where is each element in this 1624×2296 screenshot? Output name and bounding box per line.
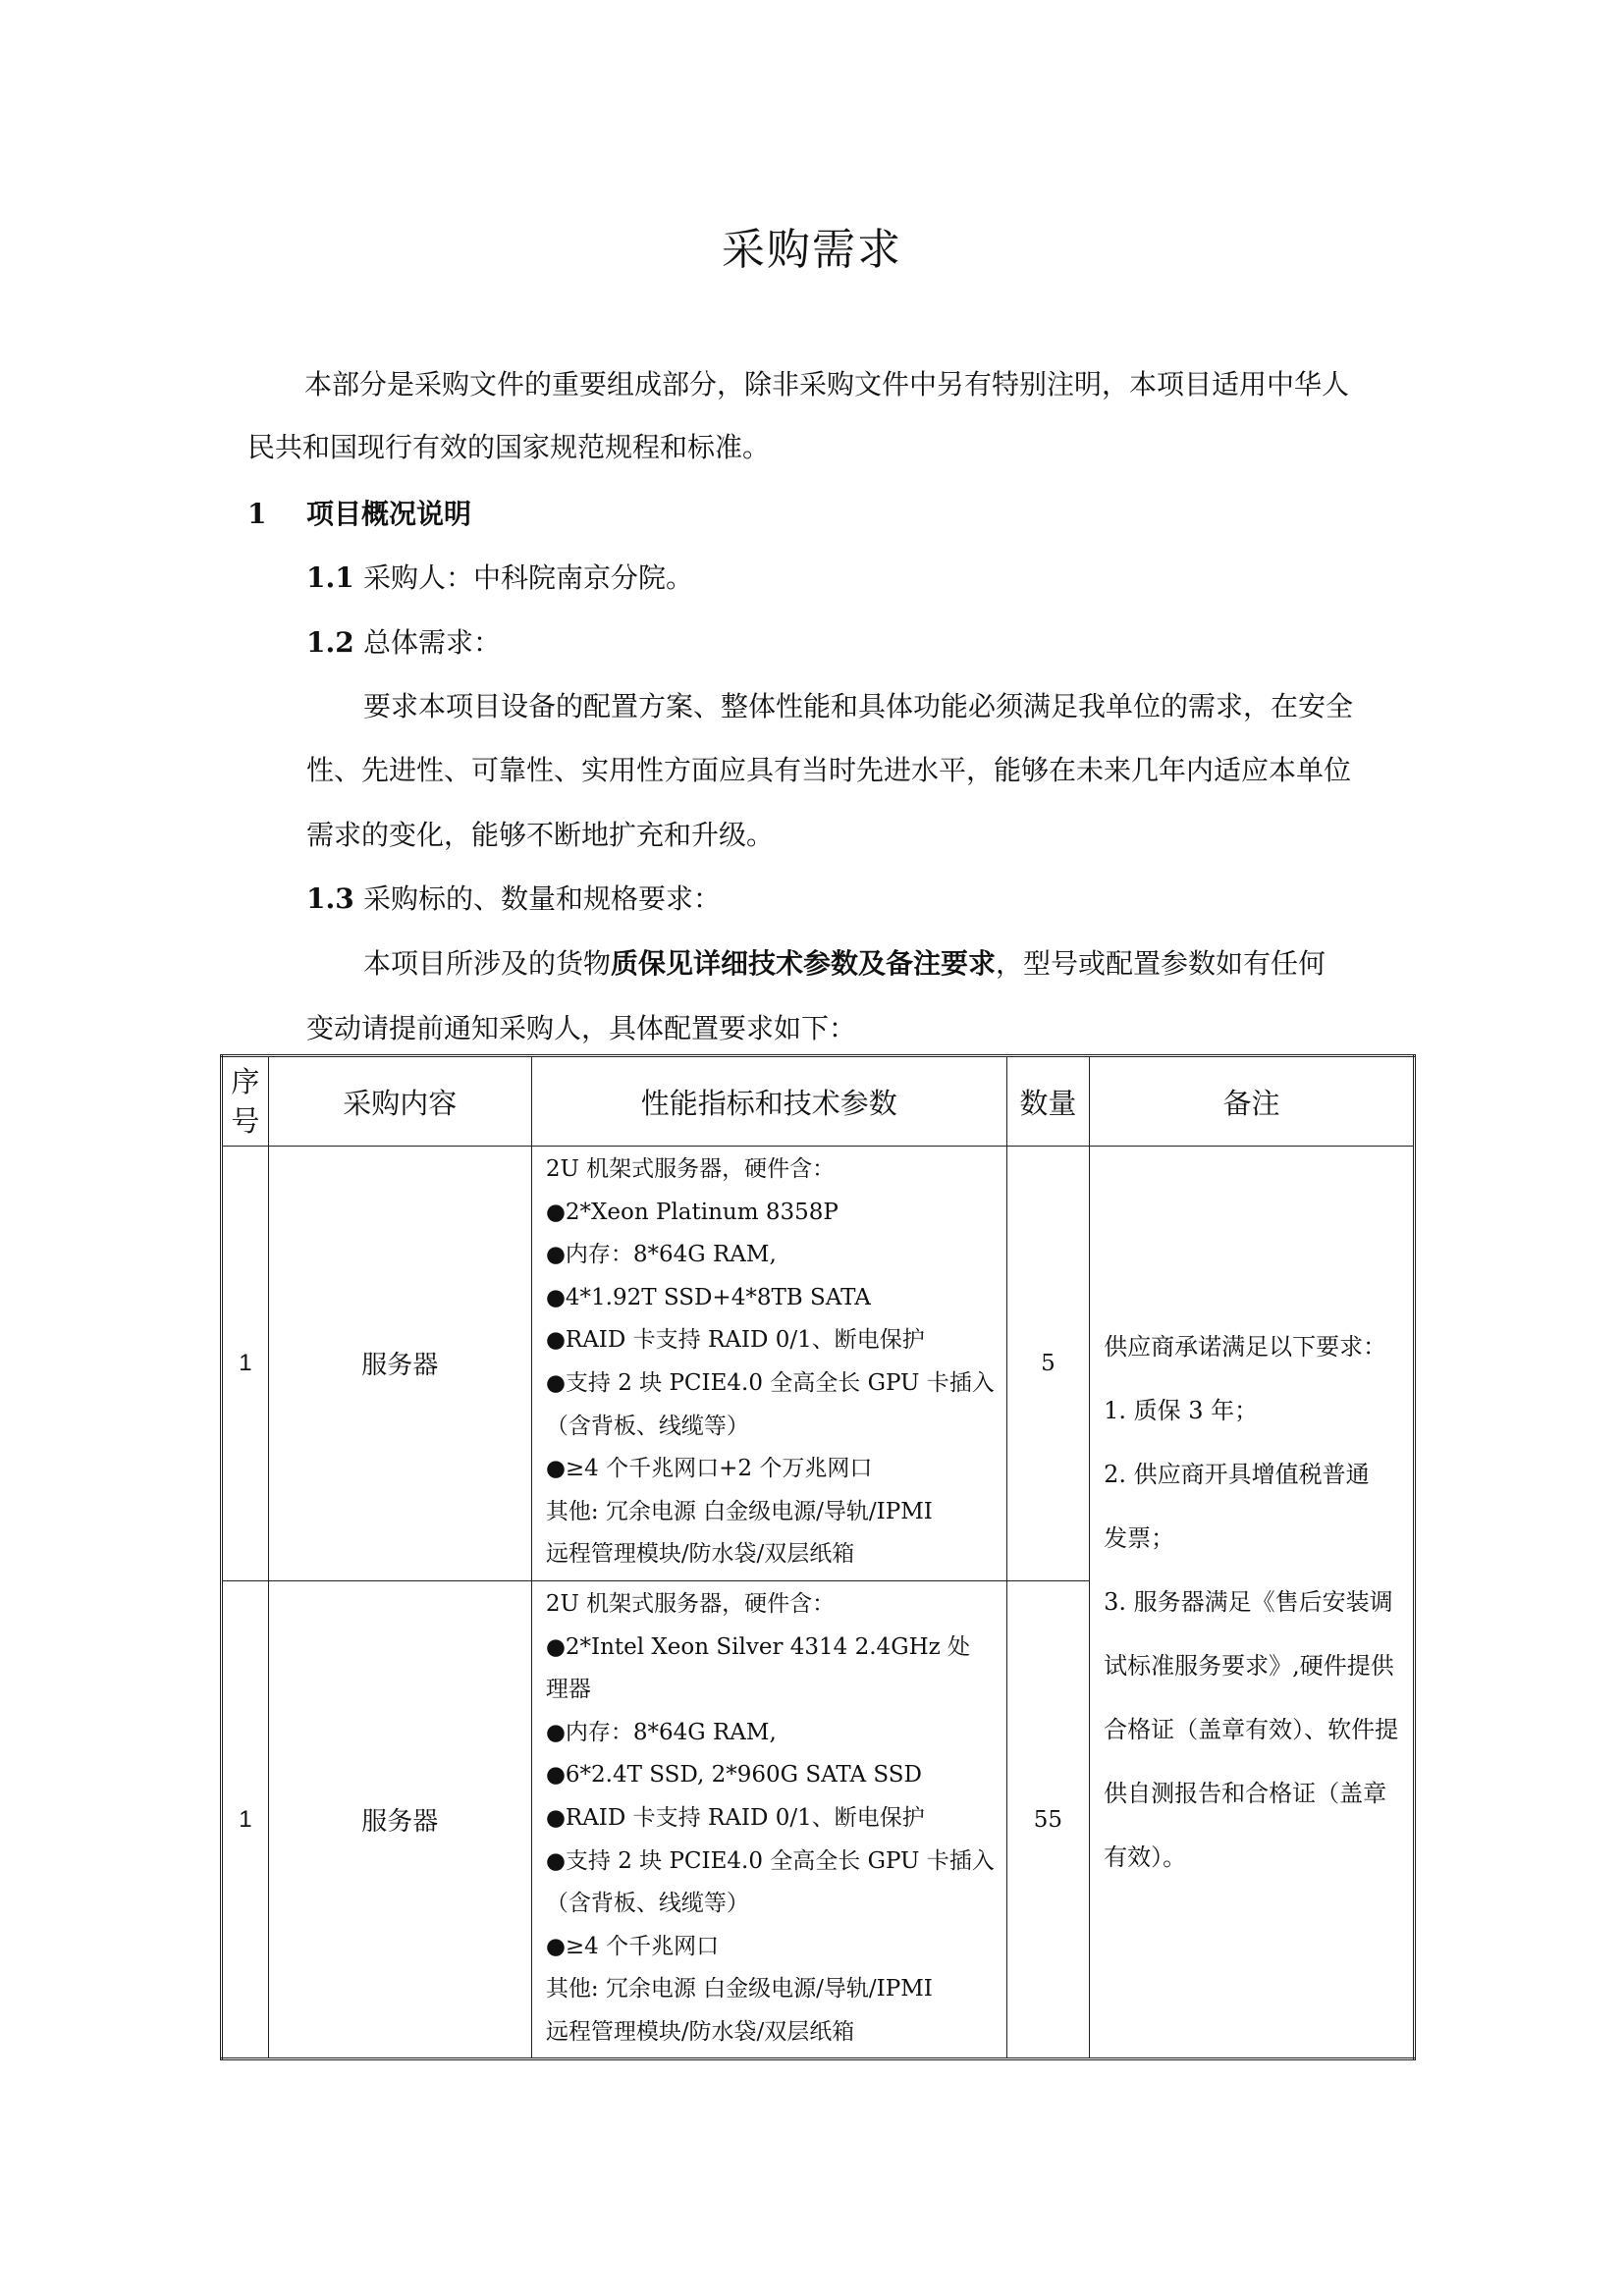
section-1-3-number: 1.3 <box>306 882 354 915</box>
intro-line-1: 本部分是采购文件的重要组成部分，除非采购文件中另有特别注明，本项目适用中华人 <box>304 368 1350 400</box>
row-spec <box>531 1147 1006 1581</box>
section-1-1-text: 采购人：中科院南京分院。 <box>363 561 694 594</box>
spec-line: ●内存：8*64G RAM, <box>545 1719 777 1745</box>
table-header-row <box>222 1056 1415 1147</box>
spec-line: ●内存：8*64G RAM, <box>545 1242 777 1268</box>
note-line: 试标准服务要求》,硬件提供 <box>1104 1651 1394 1680</box>
spec-line: ●2*Intel Xeon Silver 4314 2.4GHz 处 <box>545 1633 971 1660</box>
header-spec: 性能指标和技术参数 <box>531 1056 1006 1147</box>
spec-line: ●支持 2 块 PCIE4.0 全高全长 GPU 卡插入 <box>545 1369 995 1396</box>
note-line: 2. 供应商开具增值税普通 <box>1104 1460 1370 1488</box>
spec-line: ●≥4 个千兆网口 <box>545 1933 720 1959</box>
section-1-2 <box>306 621 501 661</box>
table-row <box>222 1147 1415 1581</box>
row-note <box>1090 1147 1415 2059</box>
spec-line: ●2*Xeon Platinum 8358P <box>545 1199 839 1225</box>
header-index <box>222 1056 269 1147</box>
section-1-1-number: 1.1 <box>306 561 354 594</box>
spec-line: （含背板、线缆等） <box>545 1891 749 1917</box>
spec-line: 2U 机架式服务器，硬件含： <box>545 1590 836 1617</box>
row-qty: 5 <box>1006 1147 1089 1581</box>
note-line: 供自测报告和合格证（盖章 <box>1104 1779 1387 1807</box>
page-title: 采购需求 <box>722 225 902 275</box>
section-1-2-text: 总体需求： <box>363 626 502 659</box>
spec-line: 其他: 冗余电源 白金级电源/导轨/IPMI <box>545 1498 933 1524</box>
header-note: 备注 <box>1090 1056 1415 1147</box>
note-line: 供应商承诺满足以下要求： <box>1104 1332 1387 1361</box>
warranty-emphasis: 质保见详细技术参数及备注要求 <box>611 947 997 980</box>
intro-line-2: 民共和国现行有效的国家规范规程和标准。 <box>247 431 771 463</box>
header-qty: 数量 <box>1006 1056 1089 1147</box>
spec-line: 远程管理模块/防水袋/双层纸箱 <box>545 1541 855 1568</box>
section-1-3 <box>306 878 721 917</box>
spec-line: （含背板、线缆等） <box>545 1413 749 1439</box>
spec-line: ●RAID 卡支持 RAID 0/1、断电保护 <box>545 1804 925 1831</box>
note-line: 1. 质保 3 年； <box>1104 1396 1259 1424</box>
section-1-3-text: 采购标的、数量和规格要求： <box>363 882 722 915</box>
note-line: 3. 服务器满足《售后安装调 <box>1104 1587 1393 1616</box>
row-spec <box>531 1580 1006 2059</box>
spec-line: 远程管理模块/防水袋/双层纸箱 <box>545 2018 855 2045</box>
section-1-3-para-1-pre: 本项目所涉及的货物 <box>363 947 612 980</box>
header-item: 采购内容 <box>268 1056 531 1147</box>
spec-line: 2U 机架式服务器，硬件含： <box>545 1156 836 1182</box>
spec-line: 理器 <box>545 1677 591 1703</box>
row-index: 1 <box>222 1147 269 1581</box>
spec-table <box>220 1054 1416 2060</box>
row-index: 1 <box>222 1580 269 2059</box>
spec-line: ●支持 2 块 PCIE4.0 全高全长 GPU 卡插入 <box>545 1847 995 1874</box>
spec-line: ●6*2.4T SSD, 2*960G SATA SSD <box>545 1762 922 1789</box>
header-index-1: 序 <box>231 1065 260 1098</box>
section-1-2-para-3: 需求的变化，能够不断地扩充和升级。 <box>306 819 775 851</box>
spec-line: ●RAID 卡支持 RAID 0/1、断电保护 <box>545 1327 925 1354</box>
section-1-3-para-1 <box>363 942 1326 982</box>
section-1-1 <box>306 557 693 596</box>
header-index-2: 号 <box>231 1104 260 1138</box>
section-1-2-number: 1.2 <box>306 626 354 659</box>
spec-line: ●≥4 个千兆网口+2 个万兆网口 <box>545 1456 873 1482</box>
note-line: 合格证（盖章有效）、软件提 <box>1104 1715 1399 1743</box>
row-item: 服务器 <box>268 1147 531 1581</box>
section-1-3-para-1-post: ，型号或配置参数如有任何 <box>996 947 1326 980</box>
section-1-3-para-2: 变动请提前通知采购人，具体配置要求如下： <box>306 1012 857 1044</box>
row-item: 服务器 <box>268 1580 531 2059</box>
section-1-title: 项目概况说明 <box>306 498 472 530</box>
section-1-heading <box>247 493 471 532</box>
note-line: 有效）。 <box>1104 1842 1187 1871</box>
section-1-2-para-2: 性、先进性、可靠性、实用性方面应具有当时先进水平，能够在未来几年内适应本单位 <box>306 754 1352 786</box>
note-line: 发票； <box>1104 1523 1175 1552</box>
section-1-number: 1 <box>247 498 267 530</box>
row-qty: 55 <box>1006 1580 1089 2059</box>
spec-line: 其他: 冗余电源 白金级电源/导轨/IPMI <box>545 1976 933 2002</box>
section-1-2-para-1: 要求本项目设备的配置方案、整体性能和具体功能必须满足我单位的需求，在安全 <box>363 690 1354 722</box>
spec-line: ●4*1.92T SSD+4*8TB SATA <box>545 1284 871 1310</box>
